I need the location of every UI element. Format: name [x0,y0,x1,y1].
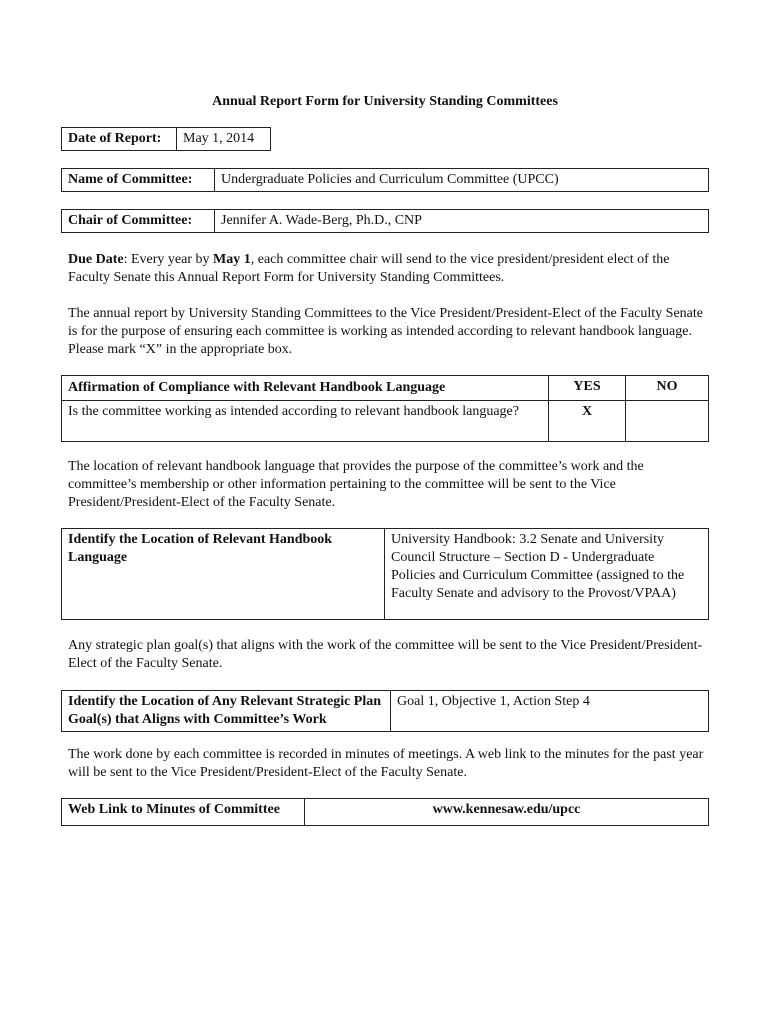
compliance-question: Is the committee working as intended according to relevant handbook language? [62,401,549,442]
due-date-text-rest: , each committee chair will send to the vice president/president elect of the Faculty Senate this Annual Report Form for University Standing Committees. [68,252,670,285]
handbook-label: Identify the Location of Relevant Handbook Language [62,529,385,620]
date-table [61,127,271,151]
due-date-value: May 1 [213,252,251,267]
strategic-value: Goal 1, Objective 1, Action Step 4 [391,691,709,732]
compliance-header: Affirmation of Compliance with Relevant Handbook Language [62,376,549,401]
chair-value: Jennifer A. Wade-Berg, Ph.D., CNP [215,210,709,233]
due-date-paragraph [68,251,708,287]
committee-value: Undergraduate Policies and Curriculum Committee (UPCC) [215,169,709,192]
strategic-paragraph: Any strategic plan goal(s) that aligns with the work of the committee will be sent to the Vice President/President-Elect of the Faculty Senate. [68,638,703,671]
strategic-table [61,690,709,732]
handbook-table [61,528,709,620]
date-value: May 1, 2014 [177,128,271,151]
location-paragraph: The location of relevant handbook language that provides the purpose of the committee’s work and the committee’s membership or other information pertaining to the committee will be sent to the Vice President/President-Elect of the Faculty Senate. [68,459,644,510]
due-date-heading: Due Date [68,252,124,267]
minutes-table [61,798,709,826]
chair-label: Chair of Committee: [62,210,215,233]
no-column-header: NO [626,376,709,401]
minutes-link[interactable]: www.kennesaw.edu/upcc [305,799,709,826]
minutes-paragraph: The work done by each committee is recorded in minutes of meetings. A web link to the minutes for the past year will be sent to the Vice President/President-Elect of the Faculty Senate. [68,747,704,780]
committee-label: Name of Committee: [62,169,215,192]
purpose-paragraph: The annual report by University Standing Committees to the Vice President/President-Elect of the Faculty Senate is for the purpose of ensuring each committee is working as intended according to relevant handbook language. Please mark “X” in the appropriate box. [68,306,703,357]
chair-table [61,209,709,233]
yes-column-header: YES [549,376,626,401]
due-date-text: : Every year by [123,252,214,267]
handbook-value: University Handbook: 3.2 Senate and University Council Structure – Section D - Undergraduate Policies and Curriculum Committee (assigned to the Faculty Senate and advisory to the Provost/VPAA) [385,529,709,620]
minutes-label: Web Link to Minutes of Committee [62,799,305,826]
no-checkbox-cell[interactable] [626,401,709,442]
yes-checkbox-cell[interactable]: X [549,401,626,442]
compliance-table [61,375,709,442]
date-label: Date of Report: [62,128,177,151]
page-title: Annual Report Form for University Standing Committees [212,94,558,109]
strategic-label: Identify the Location of Any Relevant Strategic Plan Goal(s) that Aligns with Committee’s Work [62,691,391,732]
committee-table [61,168,709,192]
